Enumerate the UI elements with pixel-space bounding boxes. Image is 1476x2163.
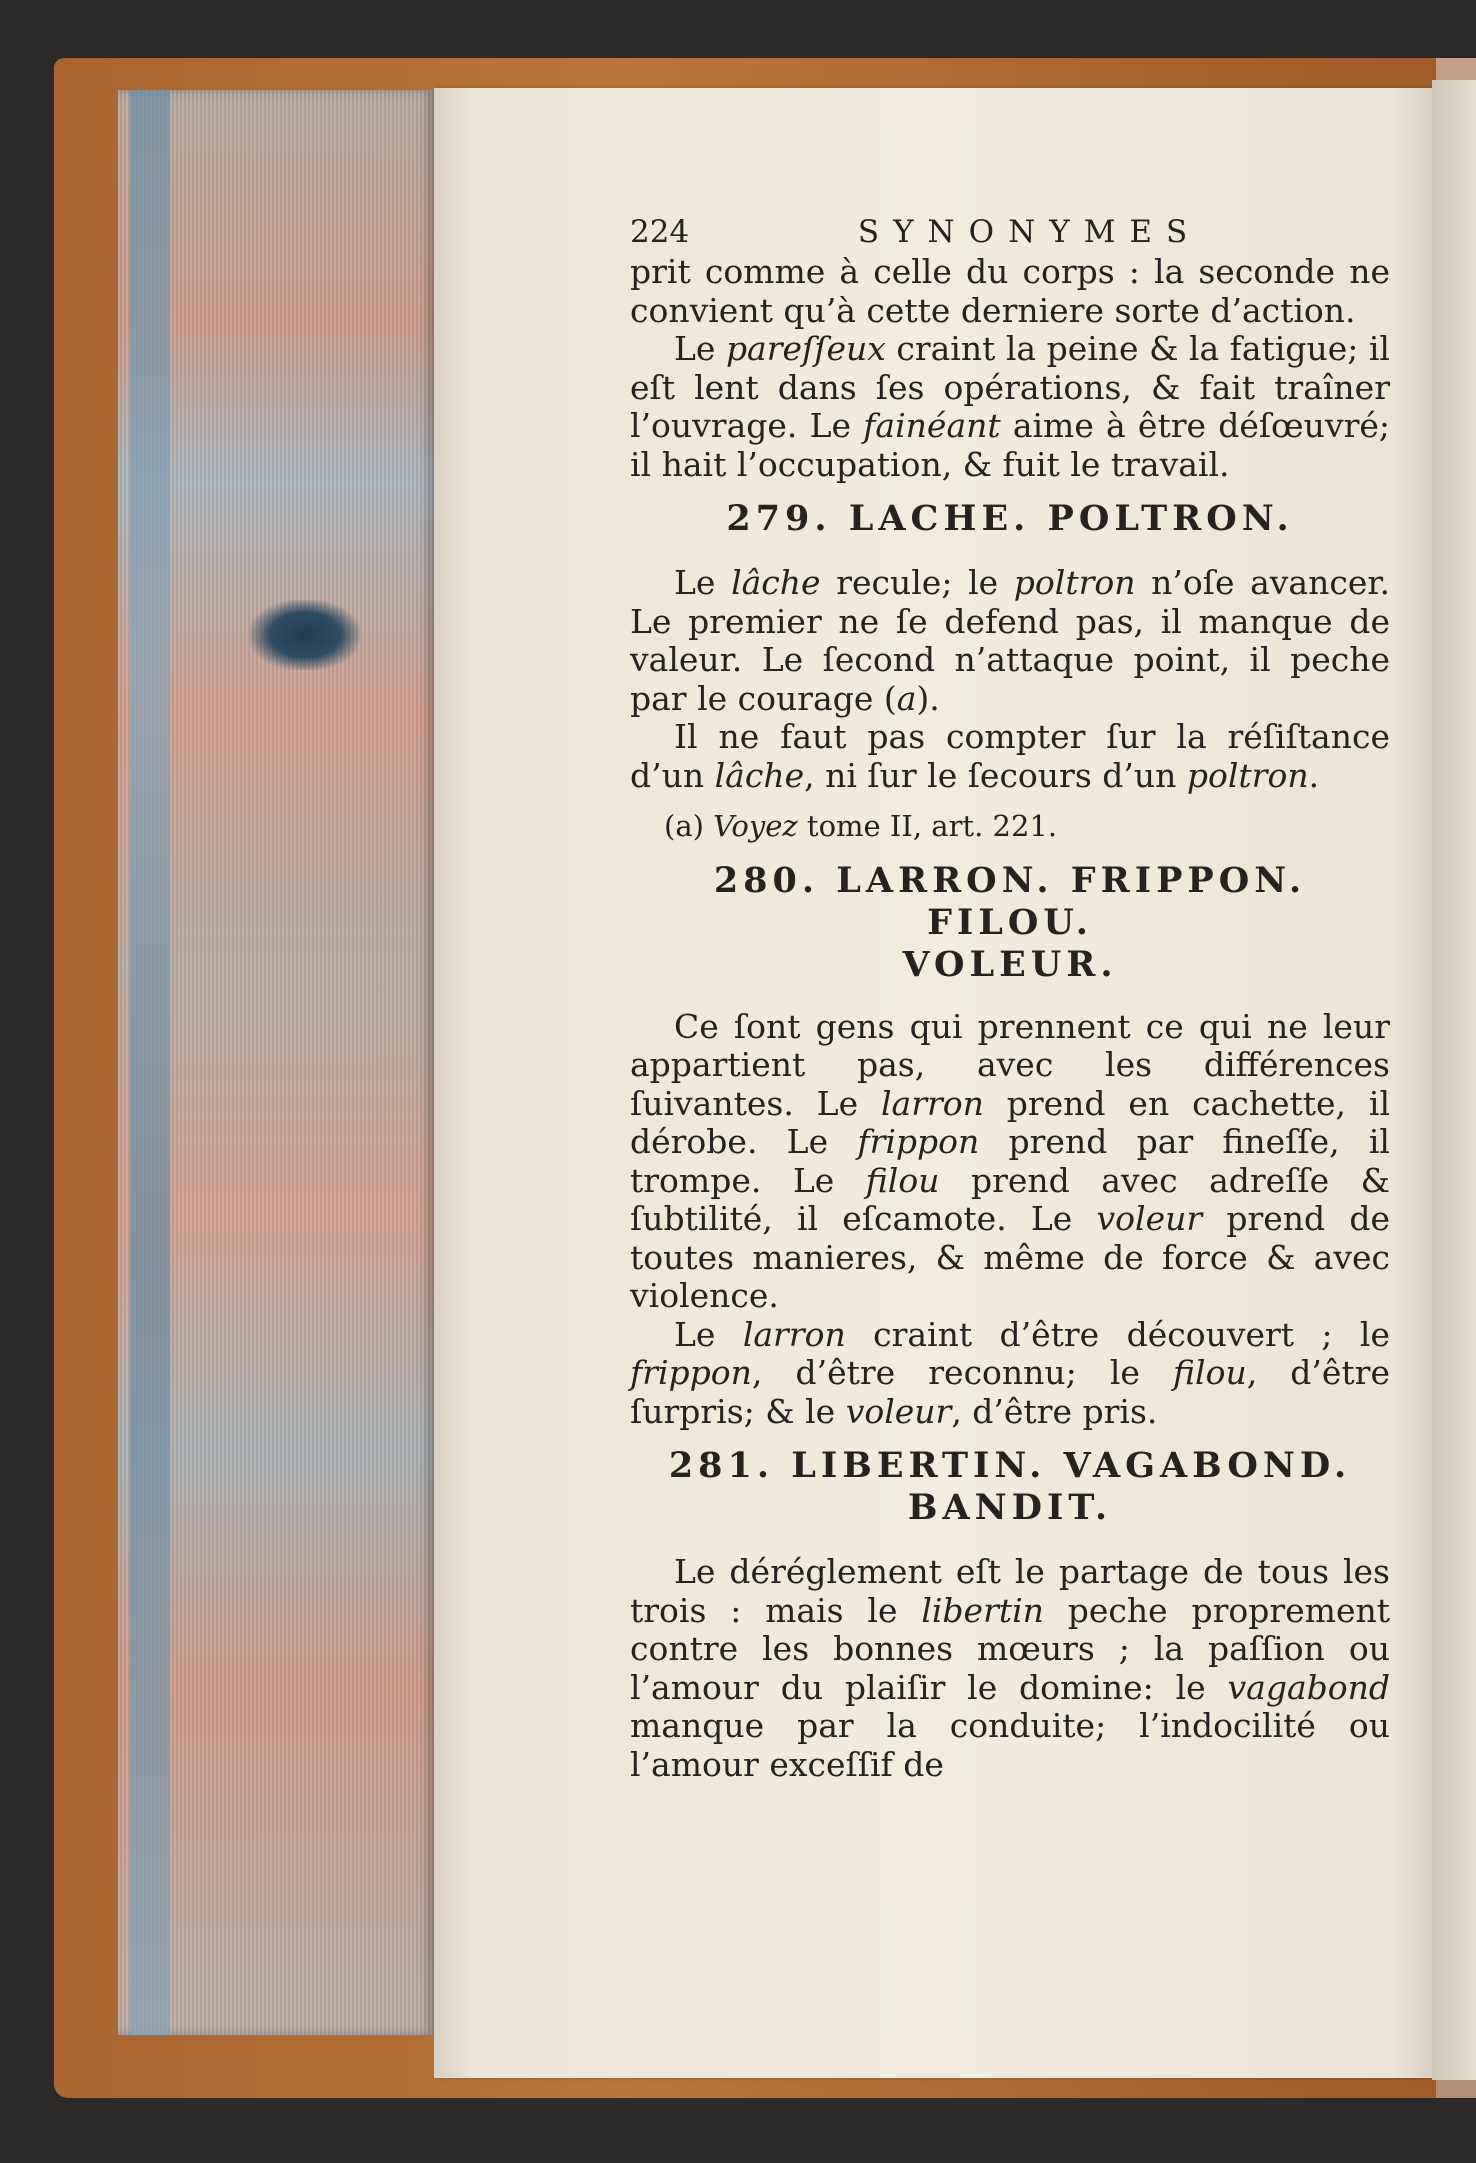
page-number: 224	[630, 214, 690, 250]
footnote: (a) Voyez tome II, art. 221.	[664, 809, 1058, 843]
paragraph: Ce ſont gens qui prennent ce qui ne leur appartient pas, avec les différences ſuivantes. Le larron prend en cachette, il dérobe. Le frippon prend par fineſſe, il trompe. Le filou prend avec adreſſe & ſubtilité, il eſcamote. Le voleur prend de toutes manieres, & même de force & avec violence.	[630, 1006, 1391, 1315]
paragraph: Le pareſſeux craint la peine & la fatigue; il eſt lent dans ſes opérations, & fait traîner l’ouvrage. Le fainéant aime à être déſœuvré; il hait l’occupation, & fuit le travail.	[630, 329, 1391, 484]
facing-page-edge	[1432, 80, 1476, 2080]
page-text	[630, 215, 1390, 1784]
continued-paragraph: prit comme à celle du corps : la seconde ne convient qu’à cette derniere sorte d’action.	[630, 252, 1390, 330]
running-title: SYNONYMES	[857, 214, 1202, 250]
paragraph: Le lâche recule; le poltron n’oſe avancer. Le premier ne ſe defend pas, il manque de valeur. Le ſecond n’attaque point, il peche par le courage (a).	[630, 563, 1390, 718]
running-header	[630, 215, 1390, 249]
paragraph: Le larron craint d’être découvert ; le frippon, d’être reconnu; le filou, d’être ſurpris; & le voleur, d’être pris.	[630, 1314, 1390, 1431]
article-heading-279: 279. LACHE. POLTRON.	[726, 498, 1294, 539]
article-heading-280: 280. LARRON. FRIPPON. FILOU. VOLEUR.	[713, 859, 1307, 985]
article-heading-281: 281. LIBERTIN. VAGABOND. BANDIT.	[668, 1445, 1352, 1528]
ink-stain	[250, 600, 360, 670]
page-edges-marbling	[130, 90, 170, 2035]
paragraph: Il ne faut pas compter ſur la réſiſtance d’un lâche, ni ſur le ſecours d’un poltron.	[630, 717, 1390, 795]
paragraph: Le déréglement eſt le partage de tous les trois : mais le libertin peche proprement contre les bonnes mœurs ; la paſſion ou l’amour du plaiſir le domine: le vagabond manque par la conduite; l’indocilité ou l’amour exceſſif de	[630, 1552, 1390, 1784]
